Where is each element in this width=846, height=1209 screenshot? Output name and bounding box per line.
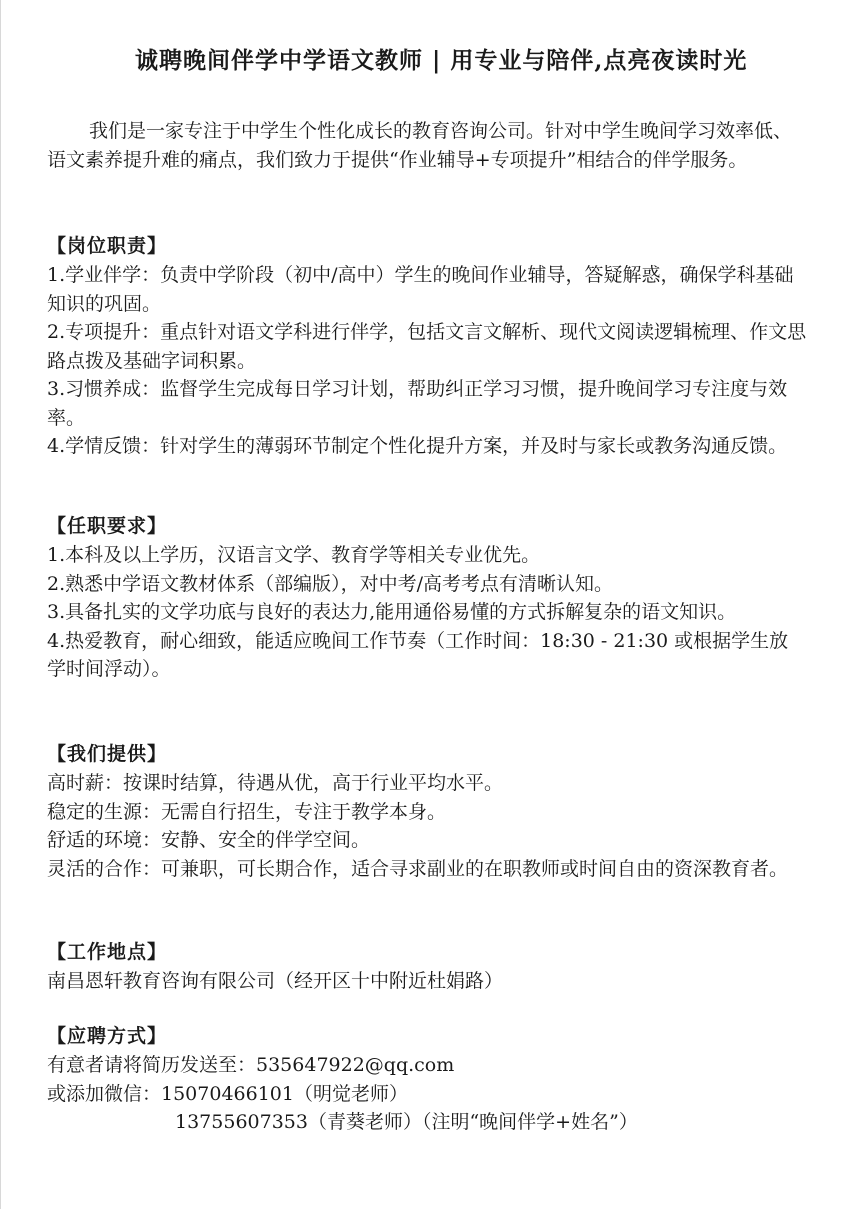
apply-section	[47, 1021, 807, 1137]
requirement-item: 1.本科及以上学历，汉语言文学、教育学等相关专业优先。	[47, 544, 541, 566]
offers-section	[47, 739, 807, 883]
apply-email-line: 有意者请将简历发送至：535647922@qq.com	[47, 1054, 455, 1076]
location-section	[47, 937, 807, 996]
offers-heading: 【我们提供】	[47, 743, 168, 765]
offer-item: 稳定的生源：无需自行招生，专注于教学本身。	[47, 800, 447, 823]
duties-section	[47, 231, 807, 461]
duties-heading: 【岗位职责】	[47, 235, 168, 257]
requirement-item: 2.熟悉中学语文教材体系（部编版），对中考/高考考点有清晰认知。	[47, 572, 614, 595]
requirements-section	[47, 511, 807, 684]
intro-paragraph: 我们是一家专注于中学生个性化成长的教育咨询公司。针对中学生晚间学习效率低、语文素养提升难的痛点，我们致力于提供“作业辅导+专项提升”相结合的伴学服务。	[47, 120, 793, 171]
apply-heading: 【应聘方式】	[47, 1025, 168, 1047]
requirement-item: 4.热爱教育，耐心细致，能适应晚间工作节奏（工作时间：18:30 - 21:30 或根据学生放学时间浮动）。	[47, 629, 789, 680]
duty-item: 1.学业伴学：负责中学阶段（初中/高中）学生的晚间作业辅导，答疑解惑，确保学科基础知识的巩固。	[47, 264, 794, 315]
apply-wechat-line: 或添加微信：15070466101（明觉老师）	[47, 1082, 408, 1105]
location-heading: 【工作地点】	[47, 941, 168, 963]
page-title: 诚聘晚间伴学中学语文教师 | 用专业与陪伴,点亮夜读时光	[135, 47, 748, 74]
requirement-item: 3.具备扎实的文学功底与良好的表达力,能用通俗易懂的方式拆解复杂的语文知识。	[47, 601, 737, 623]
location-text: 南昌恩轩教育咨询有限公司（经开区十中附近杜娟路）	[47, 970, 504, 992]
duty-item: 4.学情反馈：针对学生的薄弱环节制定个性化提升方案，并及时与家长或教务沟通反馈。	[47, 435, 788, 457]
duty-item: 2.专项提升：重点针对语文学科进行伴学，包括文言文解析、现代文阅读逻辑梳理、作文思路点拨及基础字词积累。	[47, 321, 807, 372]
duty-item: 3.习惯养成：监督学生完成每日学习计划，帮助纠正学习习惯，提升晚间学习专注度与效率。	[47, 378, 788, 429]
offer-item: 灵活的合作：可兼职，可长期合作，适合寻求副业的在职教师或时间自由的资深教育者。	[47, 857, 789, 880]
requirements-heading: 【任职要求】	[47, 515, 168, 537]
offer-item: 舒适的环境：安静、安全的伴学空间。	[47, 829, 371, 851]
offer-item: 高时薪：按课时结算，待遇从优，高于行业平均水平。	[47, 772, 504, 794]
apply-wechat-line-2: 13755607353（青葵老师）（注明“晚间伴学+姓名”）	[175, 1111, 638, 1133]
